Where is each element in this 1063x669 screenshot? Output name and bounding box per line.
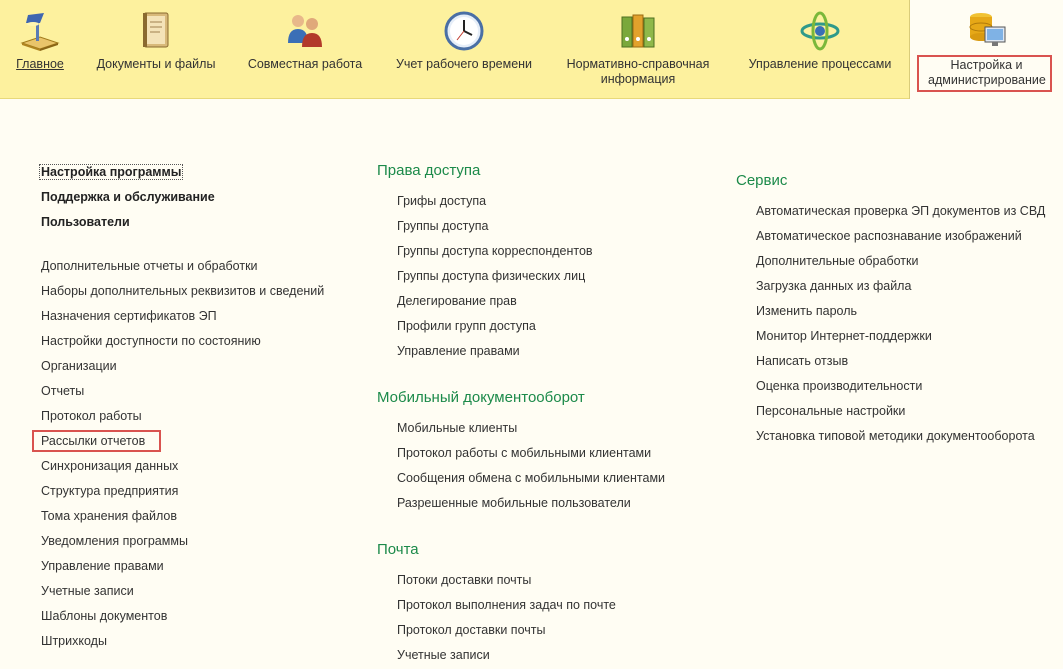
clock-icon bbox=[442, 9, 486, 53]
list-item[interactable]: Автоматическая проверка ЭП документов из СВД bbox=[756, 204, 1046, 218]
list-item[interactable]: Грифы доступа bbox=[397, 194, 487, 208]
link-program-settings[interactable]: Настройка программы bbox=[41, 165, 182, 179]
list-item[interactable]: Учетные записи bbox=[397, 648, 490, 662]
list-item[interactable]: Автоматическое распознавание изображений bbox=[756, 229, 1022, 243]
section-label: Документы и файлы bbox=[96, 57, 216, 71]
list-item[interactable]: Управление правами bbox=[41, 559, 164, 573]
list-item[interactable]: Потоки доставки почты bbox=[397, 573, 532, 587]
list-item[interactable]: Организации bbox=[41, 359, 117, 373]
people-icon bbox=[283, 9, 327, 53]
list-item[interactable]: Штрихкоды bbox=[41, 634, 107, 648]
list-item[interactable]: Изменить пароль bbox=[756, 304, 858, 318]
list-item[interactable]: Дополнительные отчеты и обработки bbox=[41, 259, 258, 273]
section-label: Нормативно-справочная информация bbox=[566, 57, 710, 86]
group-title-mail: Почта bbox=[377, 541, 419, 558]
section-label: Совместная работа bbox=[247, 57, 363, 71]
desk-lamp-icon bbox=[18, 9, 62, 53]
section-label: Настройка и администрирование bbox=[928, 58, 1046, 87]
highlight-frame bbox=[917, 55, 1052, 92]
link-support-maintenance[interactable]: Поддержка и обслуживание bbox=[41, 190, 215, 204]
list-item[interactable]: Настройки доступности по состоянию bbox=[41, 334, 261, 348]
section-label: Главное bbox=[16, 57, 64, 71]
list-item[interactable]: Дополнительные обработки bbox=[756, 254, 919, 268]
list-item[interactable]: Отчеты bbox=[41, 384, 85, 398]
section-main[interactable] bbox=[0, 0, 80, 98]
list-item[interactable]: Группы доступа корреспондентов bbox=[397, 244, 593, 258]
section-reference-info[interactable] bbox=[552, 0, 724, 98]
list-item[interactable]: Наборы дополнительных реквизитов и сведений bbox=[41, 284, 325, 298]
section-documents[interactable] bbox=[84, 0, 228, 98]
list-item[interactable]: Протокол выполнения задач по почте bbox=[397, 598, 616, 612]
link-users[interactable]: Пользователи bbox=[41, 215, 130, 229]
link-report-mailings[interactable]: Рассылки отчетов bbox=[41, 434, 146, 448]
section-collaboration[interactable] bbox=[234, 0, 376, 98]
database-computer-icon bbox=[965, 9, 1009, 53]
binders-icon bbox=[616, 9, 660, 53]
list-item[interactable]: Мобильные клиенты bbox=[397, 421, 518, 435]
list-item[interactable]: Профили групп доступа bbox=[397, 319, 536, 333]
group-title-service: Сервис bbox=[736, 172, 788, 189]
list-item[interactable]: Оценка производительности bbox=[756, 379, 923, 393]
list-item[interactable]: Монитор Интернет-поддержки bbox=[756, 329, 932, 343]
list-item[interactable]: Персональные настройки bbox=[756, 404, 906, 418]
list-item[interactable]: Управление правами bbox=[397, 344, 520, 358]
list-item[interactable]: Протокол доставки почты bbox=[397, 623, 546, 637]
highlight-frame bbox=[32, 430, 161, 452]
documents-book-icon bbox=[134, 9, 178, 53]
list-item[interactable]: Разрешенные мобильные пользователи bbox=[397, 496, 631, 510]
list-item[interactable]: Структура предприятия bbox=[41, 484, 179, 498]
list-item[interactable]: Учетные записи bbox=[41, 584, 134, 598]
list-item[interactable]: Сообщения обмена с мобильными клиентами bbox=[397, 471, 666, 485]
list-item[interactable]: Шаблоны документов bbox=[41, 609, 168, 623]
section-label: Управление процессами bbox=[748, 57, 892, 71]
section-time-tracking[interactable] bbox=[382, 0, 546, 98]
list-item[interactable]: Уведомления программы bbox=[41, 534, 188, 548]
group-title-access-rights: Права доступа bbox=[377, 162, 481, 179]
list-item[interactable]: Группы доступа физических лиц bbox=[397, 269, 586, 283]
list-item[interactable]: Протокол работы с мобильными клиентами bbox=[397, 446, 652, 460]
sections-panel bbox=[0, 0, 1063, 99]
list-item[interactable]: Тома хранения файлов bbox=[41, 509, 178, 523]
list-item[interactable]: Установка типовой методики документооборота bbox=[756, 429, 1035, 443]
list-item[interactable]: Группы доступа bbox=[397, 219, 489, 233]
processes-icon bbox=[798, 9, 842, 53]
group-title-mobile: Мобильный документооборот bbox=[377, 389, 585, 406]
list-item[interactable]: Написать отзыв bbox=[756, 354, 849, 368]
list-item[interactable]: Синхронизация данных bbox=[41, 459, 179, 473]
list-item[interactable]: Протокол работы bbox=[41, 409, 142, 423]
list-item[interactable]: Загрузка данных из файла bbox=[756, 279, 912, 293]
list-item[interactable]: Делегирование прав bbox=[397, 294, 517, 308]
section-label: Учет рабочего времени bbox=[395, 57, 533, 71]
section-processes[interactable] bbox=[732, 0, 908, 98]
list-item[interactable]: Назначения сертификатов ЭП bbox=[41, 309, 217, 323]
